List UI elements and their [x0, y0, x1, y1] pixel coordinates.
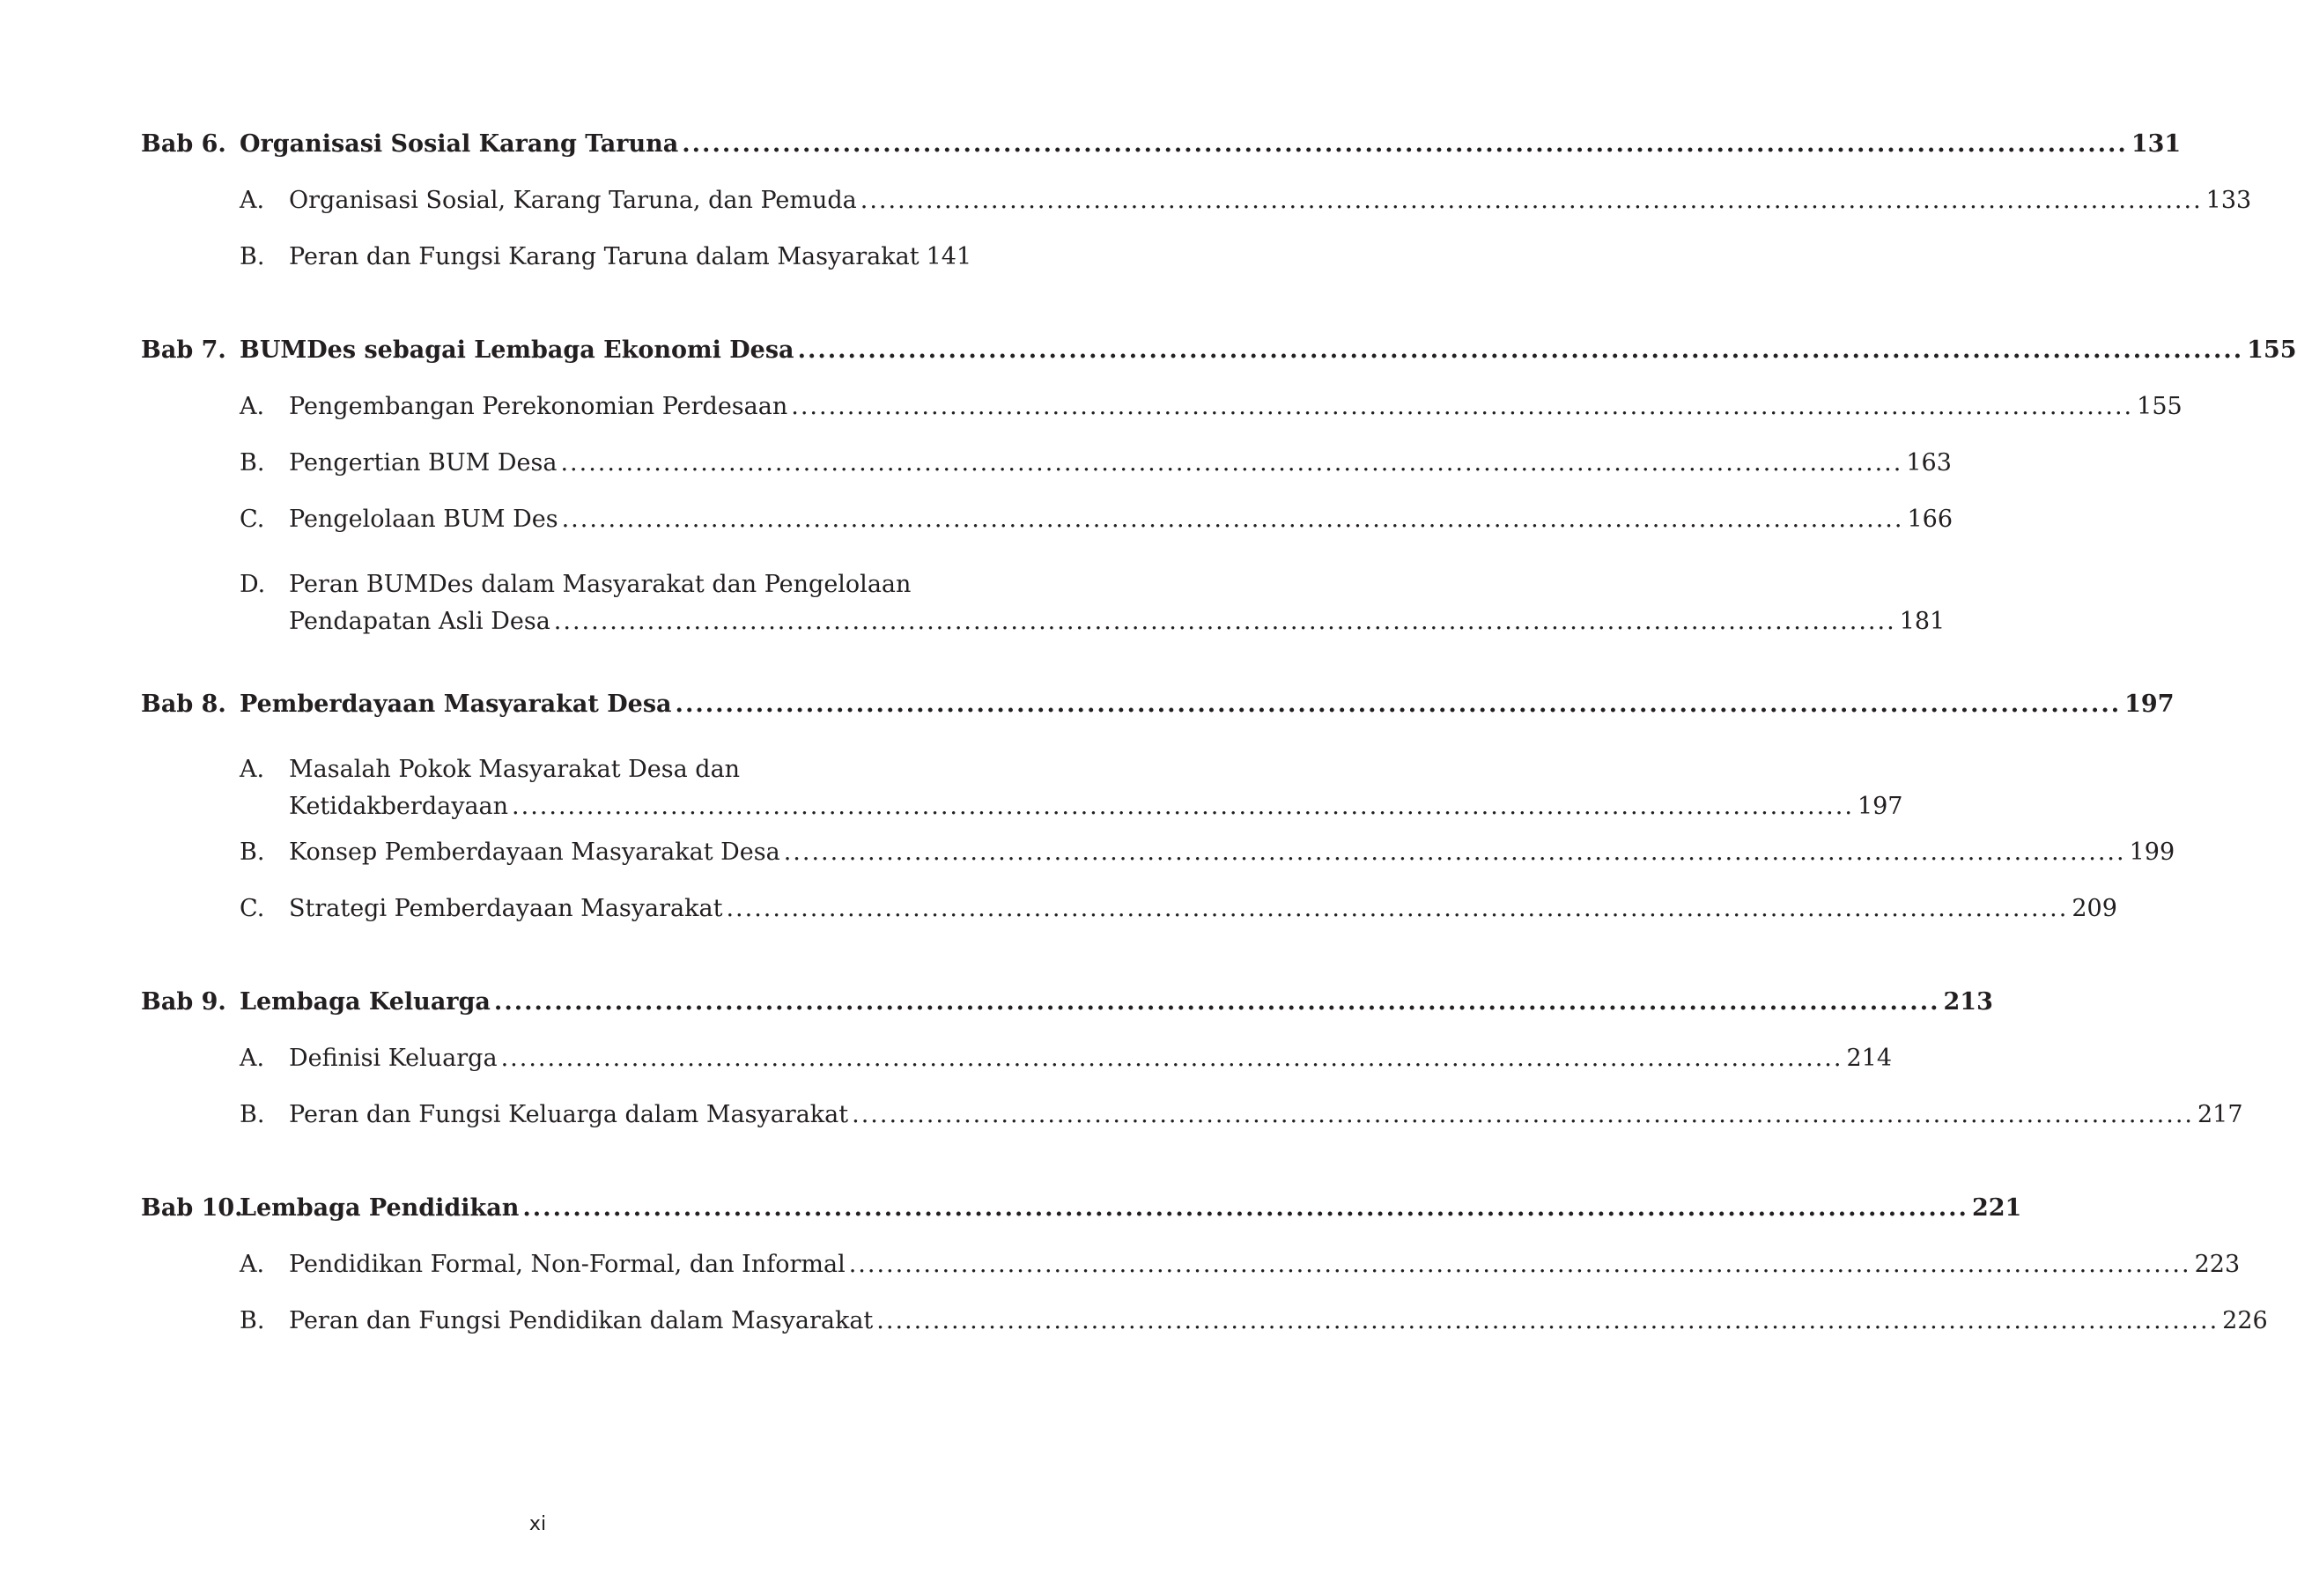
chapter-title: Pemberdayaan Masyarakat Desa [240, 691, 672, 718]
dot-leader [876, 1307, 2219, 1334]
dot-leader [501, 1045, 1843, 1072]
chapter-number: Bab 9. [141, 988, 226, 1016]
section-page: 141 [926, 243, 972, 270]
section-letter: B. [240, 1101, 265, 1128]
chapter-7 [141, 336, 2297, 654]
section-letter: C. [240, 506, 265, 533]
section-title: Pendidikan Formal, Non-Formal, dan Informal [289, 1251, 846, 1278]
dot-leader [522, 1194, 1968, 1222]
chapter-number: Bab 7. [141, 336, 226, 364]
section-letter: A. [240, 393, 265, 420]
section-entry [141, 187, 2252, 243]
section-entry [141, 562, 1946, 654]
section-letter: B. [240, 243, 265, 270]
chapter-title: Organisasi Sosial Karang Taruna [240, 130, 679, 158]
chapter-heading [141, 988, 1993, 1045]
chapter-page: 221 [1971, 1194, 2022, 1222]
section-entry [141, 1251, 2241, 1307]
page-number: xi [528, 1513, 547, 1535]
chapter-title: Lembaga Pendidikan [240, 1194, 520, 1222]
chapter-page: 197 [2124, 691, 2175, 718]
section-entry [141, 1101, 2243, 1157]
dot-leader [562, 506, 1904, 533]
section-title: Organisasi Sosial, Karang Taruna, dan Pemuda [289, 187, 857, 214]
section-title: Strategi Pemberdayaan Masyarakat [289, 895, 723, 922]
section-letter: A. [240, 1045, 265, 1072]
section-title-line2: Pendapatan Asli Desa [289, 608, 550, 635]
dot-leader [798, 336, 2244, 364]
chapter-heading [141, 336, 2297, 393]
chapter-heading [141, 130, 2182, 187]
section-entry [141, 243, 972, 299]
section-page: 217 [2197, 1101, 2243, 1128]
chapter-title: BUMDes sebagai Lembaga Ekonomi Desa [240, 336, 794, 364]
chapter-number: Bab 8. [141, 691, 226, 718]
section-title: Definisi Keluarga [289, 1045, 498, 1072]
section-page: 199 [2129, 839, 2175, 866]
chapter-10 [141, 1194, 2268, 1363]
dot-leader [682, 130, 2128, 158]
dot-leader [852, 1101, 2194, 1128]
dot-leader [849, 1251, 2191, 1278]
chapter-number: Bab 10. [141, 1194, 243, 1222]
section-title: Pengembangan Perekonomian Perdesaan [289, 393, 788, 420]
chapter-6 [141, 130, 2252, 299]
chapter-page: 155 [2247, 336, 2297, 364]
chapter-heading [141, 691, 2175, 747]
section-page: 181 [1899, 608, 1946, 635]
dot-leader [512, 793, 1854, 820]
section-title: Pengelolaan BUM Des [289, 506, 558, 533]
section-page: 197 [1857, 793, 1903, 820]
section-page: 214 [1846, 1045, 1893, 1072]
section-entry [141, 895, 2117, 951]
chapter-page: 213 [1943, 988, 1993, 1016]
section-page: 155 [2137, 393, 2183, 420]
section-title-line1: Masalah Pokok Masyarakat Desa dan [289, 756, 741, 783]
chapter-8 [141, 691, 2175, 951]
section-title: Peran dan Fungsi Karang Taruna dalam Masyarakat [289, 243, 920, 270]
dot-leader [494, 988, 1940, 1016]
section-title: Konsep Pemberdayaan Masyarakat Desa [289, 839, 780, 866]
section-letter: B. [240, 449, 265, 477]
section-entry [141, 449, 1952, 506]
section-entry [141, 839, 2175, 895]
section-entry [141, 1045, 1893, 1101]
section-letter: D. [240, 571, 266, 598]
dot-leader [860, 187, 2203, 214]
section-letter: A. [240, 1251, 265, 1278]
section-title: Peran dan Fungsi Keluarga dalam Masyarakat [289, 1101, 849, 1128]
section-letter: A. [240, 187, 265, 214]
section-page: 166 [1907, 506, 1954, 533]
section-title-line2: Ketidakberdayaan [289, 793, 509, 820]
dot-leader [676, 691, 2122, 718]
dot-leader [784, 839, 2126, 866]
dot-leader [560, 449, 1902, 477]
section-page: 209 [2072, 895, 2117, 922]
section-entry [141, 1307, 2268, 1363]
section-entry [141, 747, 1903, 839]
section-page: 226 [2222, 1307, 2268, 1334]
chapter-number: Bab 6. [141, 130, 226, 158]
section-page: 223 [2194, 1251, 2241, 1278]
section-letter: C. [240, 895, 265, 922]
section-page: 133 [2205, 187, 2252, 214]
dot-leader [554, 608, 1896, 635]
section-title: Pengertian BUM Desa [289, 449, 558, 477]
section-letter: A. [240, 756, 265, 783]
dot-leader [791, 393, 2133, 420]
section-title-line1: Peran BUMDes dalam Masyarakat dan Pengelolaan [289, 571, 912, 598]
chapter-page: 131 [2131, 130, 2182, 158]
section-page: 163 [1906, 449, 1952, 477]
chapter-heading [141, 1194, 2022, 1251]
chapter-9 [141, 988, 2243, 1157]
section-entry [141, 393, 2183, 449]
section-title: Peran dan Fungsi Pendidikan dalam Masyarakat [289, 1307, 874, 1334]
table-of-contents [141, 130, 2297, 1400]
chapter-title: Lembaga Keluarga [240, 988, 491, 1016]
section-letter: B. [240, 839, 265, 866]
section-entry [141, 506, 1954, 562]
dot-leader [726, 895, 2068, 922]
section-letter: B. [240, 1307, 265, 1334]
